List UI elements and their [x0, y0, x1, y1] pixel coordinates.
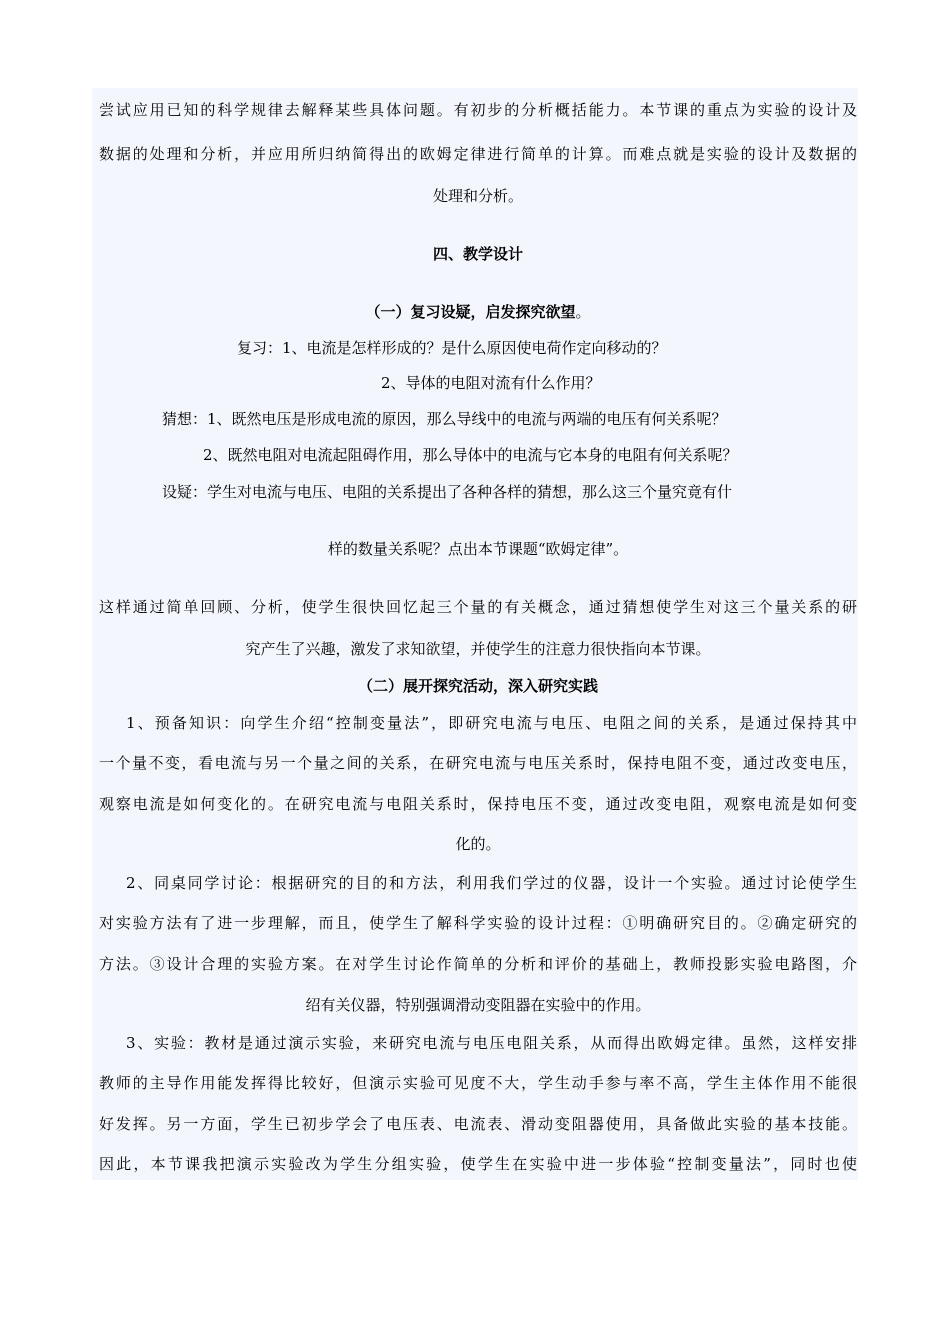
item2-line: 绍有关仪器，特别强调滑动变阻器在实验中的作用。	[305, 996, 651, 1014]
item2-line: 方法。③设计合理的实验方案。在对学生讨论作简单的分析和评价的基础上，教师投影实验电路图，介	[99, 955, 857, 973]
subsection-heading-text: （一）复习设疑，启发探究欲望	[365, 303, 576, 321]
subsection-heading-tail: 。	[575, 303, 591, 321]
item2-line: 2、同桌同学讨论：根据研究的目的和方法，利用我们学过的仪器，设计一个实验。通过讨论使学生	[126, 874, 857, 892]
subsection-heading	[99, 302, 857, 322]
summary-line: 究产生了兴趣，激发了求知欲望，并使学生的注意力很快指向本节课。	[245, 640, 711, 658]
item3-line: 教师的主导作用能发挥得比较好，但演示实验可见度不大，学生动手参与率不高，学生主体作用不能很	[99, 1074, 857, 1092]
review-line: 复习：1、电流是怎样形成的？是什么原因使电荷作定向移动的？	[237, 339, 667, 357]
item1-line: 观察电流是如何变化的。在研究电流与电阻关系时，保持电压不变，通过改变电阻，观察电流是如何变	[99, 795, 857, 813]
item1-line: 一个量不变，看电流与另一个量之间的关系，在研究电流与电压关系时，保持电阻不变，通过改变电压，	[99, 754, 857, 772]
doubt-line: 设疑：学生对电流与电压、电阻的关系提出了各种各样的猜想，那么这三个量究竟有什	[162, 483, 733, 501]
section-heading: 四、教学设计	[432, 245, 523, 263]
item2-line: 对实验方法有了进一步理解，而且，使学生了解科学实验的设计过程：①明确研究目的。②确定研究的	[99, 914, 857, 932]
item1-line: 1、预备知识：向学生介绍“控制变量法”，即研究电流与电压、电阻之间的关系，是通过保持其中	[126, 714, 857, 732]
paragraph-line: 尝试应用已知的科学规律去解释某些具体问题。有初步的分析概括能力。本节课的重点为实验的设计及	[99, 101, 857, 119]
paragraph-line: 数据的处理和分析，并应用所归纳简得出的欧姆定律进行简单的计算。而难点就是实验的设计及数据的	[99, 145, 857, 163]
item3-line: 因此，本节课我把演示实验改为学生分组实验，使学生在实验中进一步体验“控制变量法”，同时也使	[99, 1155, 857, 1173]
doubt-line: 样的数量关系呢？点出本节课题“欧姆定律”。	[327, 540, 629, 558]
paragraph-line: 处理和分析。	[432, 187, 523, 205]
item3-line: 3、实验：教材是通过演示实验，来研究电流与电压电阻关系，从而得出欧姆定律。虽然，这样安排	[126, 1034, 857, 1052]
summary-line: 这样通过简单回顾、分析，使学生很快回忆起三个量的有关概念，通过猜想使学生对这三个量关系的研	[99, 598, 857, 616]
item1-line: 化的。	[455, 835, 501, 853]
review-line: 2、导体的电阻对流有什么作用？	[381, 374, 601, 392]
subsection-heading: （二）展开探究活动，深入研究实践	[357, 677, 598, 695]
guess-line: 2、既然电阻对电流起阻碍作用，那么导体中的电流与它本身的电阻有何关系呢？	[203, 446, 738, 464]
guess-line: 猜想：1、既然电压是形成电流的原因，那么导线中的电流与两端的电压有何关系呢？	[162, 410, 727, 428]
item3-line: 好发挥。另一方面，学生已初步学会了电压表、电流表、滑动变阻器使用，具备做此实验的基本技能。	[99, 1115, 857, 1133]
